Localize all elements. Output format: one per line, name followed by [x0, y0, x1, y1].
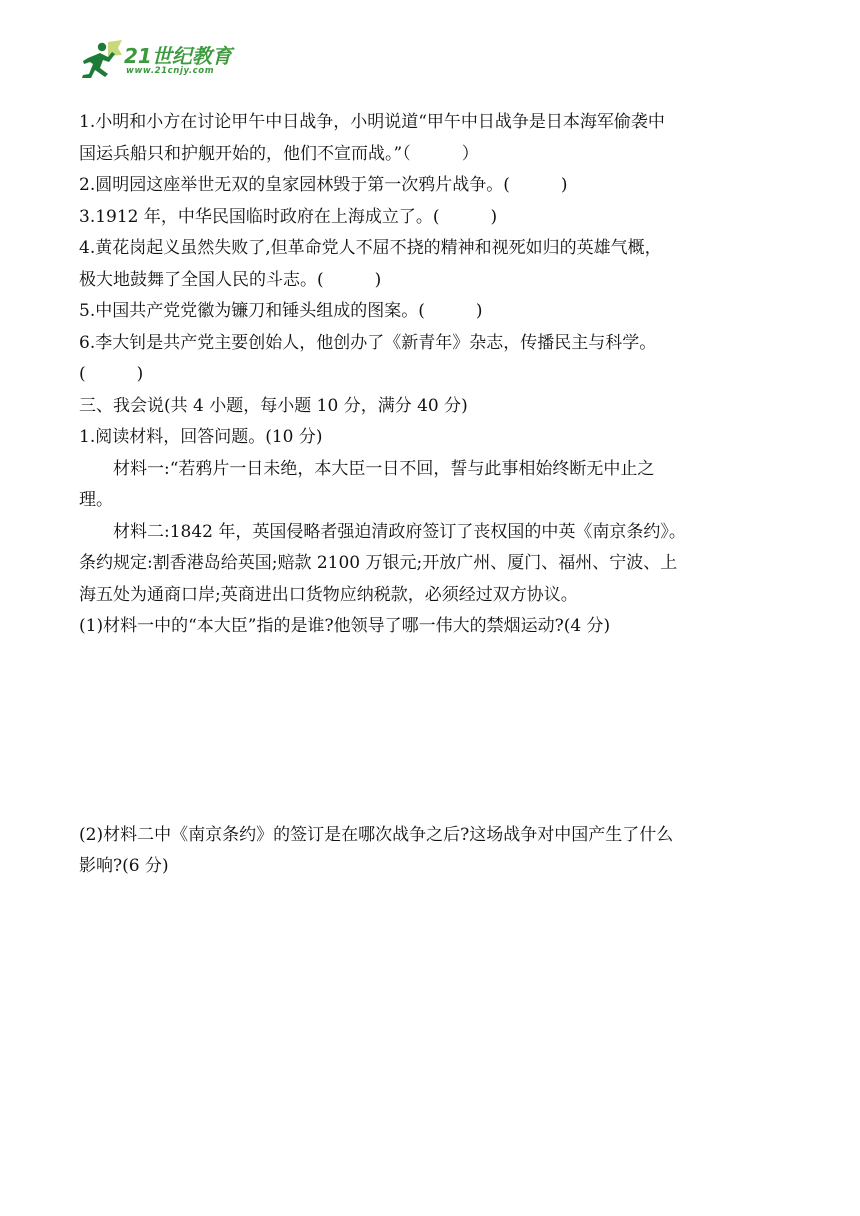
material-one-line-1: 材料一:“若鸦片一日未绝，本大臣一日不回，誓与此事相始终断无中止之 [113, 458, 655, 479]
material-two-line-2: 条约规定:割香港岛给英国;赔款 2100 万银元;开放广州、厦门、福州、宁波、上 [79, 553, 678, 573]
sub-question-2-line-1: (2)材料二中《南京条约》的签订是在哪次战争之后?这场战争对中国产生了什么 [79, 824, 674, 845]
question-2: 2.圆明园这座举世无双的皇家园林毁于第一次鸦片战争。( ) [79, 175, 568, 195]
question-5: 5.中国共产党党徽为镰刀和锤头组成的图案。( ) [79, 301, 483, 321]
question-1-line-1: 1.小明和小方在讨论甲午中日战争，小明说道“甲午中日战争是日本海军偷袭中 [79, 112, 665, 132]
material-one-line-2: 理。 [79, 490, 113, 510]
section-three-question-1: 1.阅读材料，回答问题。(10 分) [79, 427, 323, 447]
sub-question-1: (1)材料一中的“本大臣”指的是谁?他领导了哪一伟大的禁烟运动?(4 分) [79, 616, 611, 636]
runner-icon [78, 38, 124, 82]
document-body [79, 107, 791, 883]
logo-text: 21世纪教育 [124, 44, 232, 68]
question-6-line-1: 6.李大钊是共产党主要创始人，他创办了《新青年》杂志，传播民主与科学。 [79, 332, 657, 353]
section-three-heading: 三、我会说(共 4 小题，每小题 10 分，满分 40 分) [79, 395, 468, 416]
material-two-line-1: 材料二:1842 年，英国侵略者强迫清政府签订了丧权国的中英《南京条约》。 [113, 521, 686, 542]
answer-space-1 [79, 643, 791, 820]
question-4-line-2: 极大地鼓舞了全国人民的斗志。( ) [79, 269, 382, 290]
material-two-line-3: 海五处为通商口岸;英商进出口货物应纳税款，必须经过双方协议。 [79, 584, 578, 605]
question-6-line-2: ( ) [79, 364, 144, 384]
question-3: 3.1912 年，中华民国临时政府在上海成立了。( ) [79, 206, 498, 227]
logo-subtext: www.21cnjy.com [126, 66, 215, 76]
logo [78, 38, 248, 84]
sub-question-2-line-2: 影响?(6 分) [79, 856, 169, 876]
question-1-line-2: 国运兵船只和护舰开始的，他们不宣而战。”（ ） [79, 143, 479, 164]
question-4-line-1: 4.黄花岗起义虽然失败了,但革命党人不屈不挠的精神和视死如归的英雄气概， [79, 238, 662, 258]
